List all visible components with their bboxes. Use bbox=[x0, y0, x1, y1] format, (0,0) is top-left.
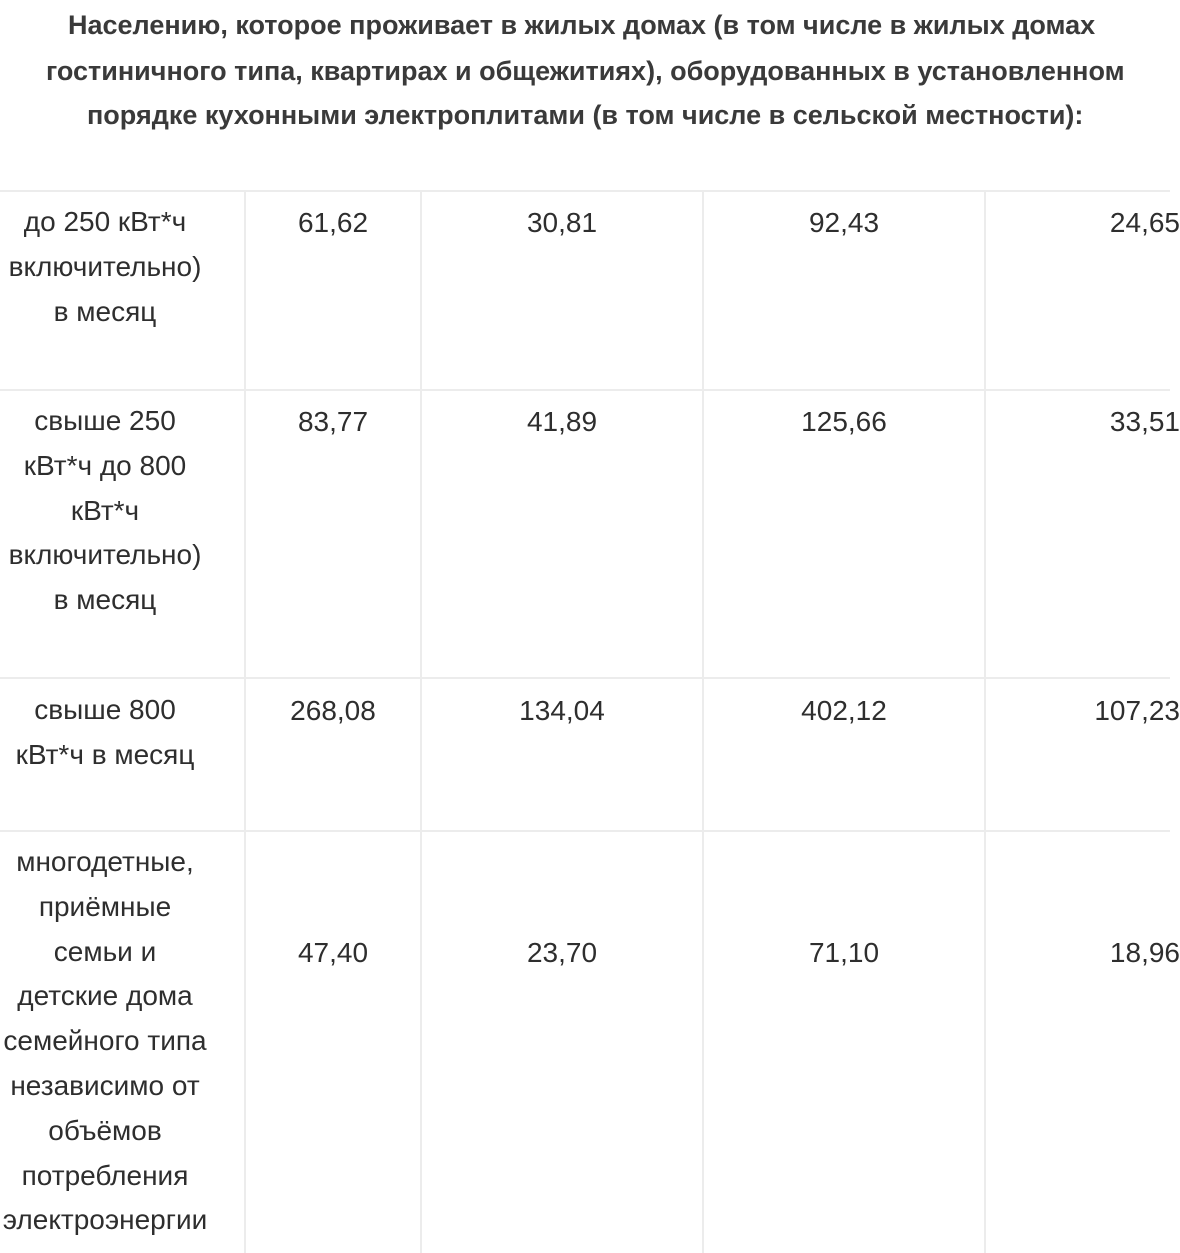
heading-line-2: гостиничного типа, квартирах и общежитиях), оборудованных в установленном bbox=[46, 56, 1125, 86]
table-cell: 30,81 bbox=[526, 207, 598, 238]
table-row-divider bbox=[0, 190, 1170, 192]
row-label-line: до 250 кВт*ч bbox=[23, 206, 187, 237]
table-row-divider bbox=[0, 677, 1170, 679]
row-label-line: свыше 250 bbox=[34, 405, 176, 436]
table-cell: 402,12 bbox=[801, 695, 887, 726]
table-cell: 134,04 bbox=[519, 695, 605, 726]
row-label-line: семейного типа bbox=[3, 1025, 207, 1057]
table-cell: 41,89 bbox=[526, 406, 598, 437]
row-label bbox=[0, 840, 212, 1243]
row-label-line: кВт*ч в месяц bbox=[15, 738, 195, 770]
row-label-line: семьи и bbox=[53, 935, 157, 967]
row-label-line: в месяц bbox=[53, 295, 157, 327]
row-label-line: включительно) bbox=[8, 539, 202, 571]
row-label bbox=[0, 399, 212, 623]
table-cell: 23,70 bbox=[526, 937, 598, 968]
table-cell: 92,43 bbox=[808, 207, 880, 238]
table-cell: 18,96 bbox=[1109, 937, 1180, 968]
row-label-line: потребления bbox=[21, 1159, 189, 1191]
table-cell: 71,10 bbox=[808, 937, 880, 968]
row-label-line: многодетные, bbox=[16, 846, 194, 877]
table-cell: 107,23 bbox=[1094, 695, 1180, 726]
table-cell: 83,77 bbox=[297, 406, 369, 437]
row-label-line: включительно) bbox=[8, 250, 202, 282]
table-cell: 125,66 bbox=[801, 406, 887, 437]
row-label-line: независимо от bbox=[10, 1069, 200, 1101]
row-label-line: детские дома bbox=[17, 980, 193, 1012]
row-label-line: свыше 800 bbox=[34, 694, 176, 725]
table-cell: 47,40 bbox=[297, 937, 369, 968]
row-label-line: кВт*ч до 800 bbox=[23, 449, 187, 481]
row-label bbox=[0, 200, 212, 334]
table-column-divider bbox=[984, 190, 986, 1253]
table-row-divider bbox=[0, 389, 1170, 391]
heading-line-3: порядке кухонными электроплитами (в том числе в сельской местности): bbox=[87, 100, 1084, 130]
row-label-line: в месяц bbox=[53, 584, 157, 616]
table-cell: 33,51 bbox=[1109, 406, 1180, 437]
row-label-line: кВт*ч bbox=[70, 494, 140, 526]
row-label-line: приёмные bbox=[38, 890, 172, 922]
table-row-divider bbox=[0, 830, 1170, 832]
heading-line-1: Населению, которое проживает в жилых домах (в том числе в жилых домах bbox=[68, 10, 1096, 40]
table-cell: 24,65 bbox=[1109, 207, 1180, 238]
row-label-line: электроэнергии bbox=[2, 1204, 208, 1236]
row-label bbox=[0, 688, 212, 778]
table-cell: 268,08 bbox=[290, 695, 376, 726]
row-label-line: объёмов bbox=[48, 1114, 162, 1146]
table-cell: 61,62 bbox=[297, 207, 369, 238]
